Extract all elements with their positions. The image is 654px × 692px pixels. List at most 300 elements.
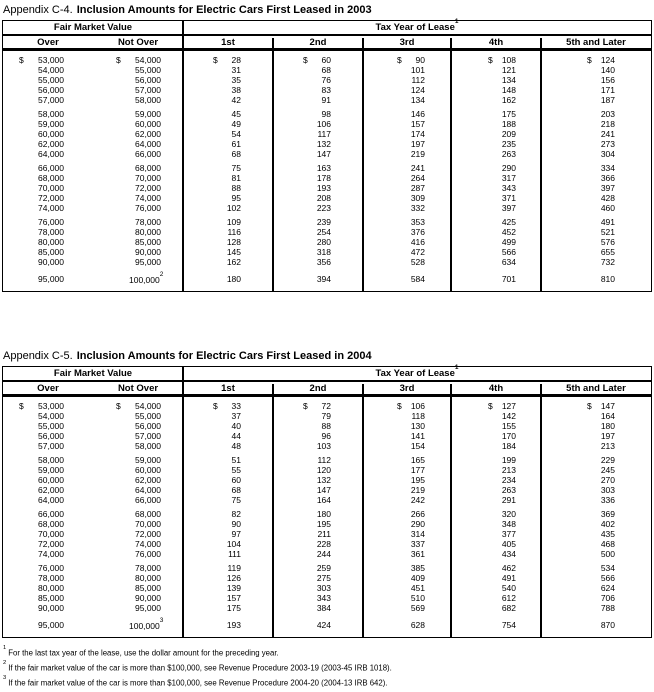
value-cell-value: 106 bbox=[316, 119, 331, 129]
value-cell bbox=[541, 549, 651, 559]
value-cell bbox=[451, 485, 541, 495]
value-cell-value: 75 bbox=[231, 495, 241, 505]
table-row bbox=[3, 109, 651, 119]
value-cell bbox=[541, 593, 651, 603]
dollar-sign bbox=[488, 163, 498, 173]
dollar-sign: $ bbox=[397, 55, 402, 65]
dollar-sign: $ bbox=[19, 401, 24, 411]
dollar-sign: $ bbox=[587, 401, 592, 411]
document-page bbox=[0, 4, 654, 690]
vertical-separator bbox=[362, 384, 364, 637]
dollar-sign bbox=[19, 583, 32, 593]
over-cell-value: 60,000 bbox=[38, 129, 64, 139]
not-over-cell-value: 55,000 bbox=[135, 411, 161, 421]
dollar-sign bbox=[116, 193, 129, 203]
value-cell-value: 788 bbox=[600, 603, 615, 613]
value-cell bbox=[451, 509, 541, 519]
value-cell bbox=[183, 485, 273, 495]
dollar-sign bbox=[213, 129, 223, 139]
value-cell bbox=[183, 563, 273, 573]
row-group bbox=[3, 617, 651, 631]
column-header-4th: 4th bbox=[488, 382, 504, 394]
value-cell-value: 377 bbox=[501, 529, 516, 539]
value-cell bbox=[273, 495, 363, 505]
value-cell-value: 104 bbox=[226, 539, 241, 549]
value-cell-value: 394 bbox=[316, 274, 331, 284]
dollar-sign bbox=[488, 193, 498, 203]
dollar-sign bbox=[397, 431, 407, 441]
value-cell bbox=[451, 217, 541, 227]
not-over-cell-value: 70,000 bbox=[135, 519, 161, 529]
not-over-cell bbox=[93, 85, 183, 95]
value-cell-value: 40 bbox=[231, 421, 241, 431]
dollar-sign bbox=[303, 227, 313, 237]
value-cell bbox=[451, 549, 541, 559]
footnote-superscript: 1 bbox=[3, 645, 7, 651]
value-cell bbox=[183, 139, 273, 149]
value-cell bbox=[451, 85, 541, 95]
not-over-cell bbox=[93, 193, 183, 203]
dollar-sign bbox=[303, 274, 313, 284]
value-cell-value: 242 bbox=[410, 495, 425, 505]
dollar-sign bbox=[303, 519, 313, 529]
dollar-sign bbox=[213, 465, 223, 475]
not-over-cell bbox=[93, 119, 183, 129]
dollar-sign bbox=[303, 620, 313, 630]
value-cell-value: 287 bbox=[410, 183, 425, 193]
value-cell bbox=[451, 119, 541, 129]
value-cell-value: 130 bbox=[410, 421, 425, 431]
value-cell-value: 241 bbox=[600, 129, 615, 139]
row-group bbox=[3, 563, 651, 613]
value-cell bbox=[541, 247, 651, 257]
value-cell bbox=[273, 257, 363, 267]
dollar-sign bbox=[488, 620, 498, 630]
inclusion-table-2003 bbox=[2, 20, 652, 292]
not-over-cell-value: 76,000 bbox=[135, 549, 161, 559]
dollar-sign bbox=[19, 431, 32, 441]
over-cell bbox=[3, 257, 93, 267]
value-cell bbox=[183, 55, 273, 65]
value-cell bbox=[273, 583, 363, 593]
dollar-sign bbox=[303, 149, 313, 159]
dollar-sign bbox=[488, 583, 498, 593]
value-cell bbox=[451, 129, 541, 139]
dollar-sign bbox=[303, 85, 313, 95]
dollar-sign bbox=[587, 620, 597, 630]
vertical-separator bbox=[272, 38, 274, 291]
dollar-sign bbox=[116, 593, 129, 603]
value-cell-value: 402 bbox=[600, 519, 615, 529]
not-over-cell-value: 55,000 bbox=[135, 65, 161, 75]
value-cell-value: 177 bbox=[410, 465, 425, 475]
dollar-sign bbox=[397, 411, 407, 421]
vertical-separator bbox=[450, 38, 452, 291]
over-cell-value: 90,000 bbox=[38, 603, 64, 613]
dollar-sign bbox=[488, 257, 498, 267]
value-cell-value: 134 bbox=[501, 75, 516, 85]
dollar-sign bbox=[397, 529, 407, 539]
dollar-sign bbox=[397, 274, 407, 284]
table-row bbox=[3, 475, 651, 485]
value-cell bbox=[183, 495, 273, 505]
dollar-sign bbox=[213, 573, 223, 583]
dollar-sign bbox=[587, 274, 597, 284]
dollar-sign bbox=[116, 109, 129, 119]
value-cell-value: 219 bbox=[410, 485, 425, 495]
value-cell bbox=[273, 603, 363, 613]
dollar-sign bbox=[19, 217, 32, 227]
value-cell bbox=[363, 163, 451, 173]
table-row bbox=[3, 549, 651, 559]
value-cell-value: 120 bbox=[316, 465, 331, 475]
table-row bbox=[3, 431, 651, 441]
value-cell bbox=[541, 227, 651, 237]
value-cell bbox=[451, 227, 541, 237]
dollar-sign bbox=[587, 65, 597, 75]
value-cell bbox=[541, 475, 651, 485]
table-row bbox=[3, 617, 651, 631]
dollar-sign bbox=[587, 519, 597, 529]
over-cell bbox=[3, 620, 93, 630]
value-cell-value: 157 bbox=[226, 593, 241, 603]
value-cell bbox=[363, 109, 451, 119]
over-cell-value: 66,000 bbox=[38, 509, 64, 519]
value-cell-value: 175 bbox=[226, 603, 241, 613]
dollar-sign bbox=[397, 421, 407, 431]
over-cell-value: 64,000 bbox=[38, 149, 64, 159]
dollar-sign bbox=[303, 237, 313, 247]
value-cell bbox=[363, 495, 451, 505]
vertical-separator bbox=[540, 38, 542, 291]
value-cell-value: 534 bbox=[600, 563, 615, 573]
dollar-sign bbox=[587, 495, 597, 505]
table-row bbox=[3, 55, 651, 65]
value-cell bbox=[363, 237, 451, 247]
table-row bbox=[3, 95, 651, 105]
dollar-sign bbox=[587, 421, 597, 431]
value-cell-value: 142 bbox=[501, 411, 516, 421]
value-cell bbox=[541, 85, 651, 95]
value-cell-value: 38 bbox=[231, 85, 241, 95]
dollar-sign bbox=[488, 203, 498, 213]
value-cell bbox=[183, 519, 273, 529]
value-cell-value: 732 bbox=[600, 257, 615, 267]
dollar-sign bbox=[587, 95, 597, 105]
dollar-sign bbox=[116, 65, 129, 75]
value-cell-value: 195 bbox=[316, 519, 331, 529]
dollar-sign bbox=[116, 411, 129, 421]
dollar-sign bbox=[488, 475, 498, 485]
dollar-sign bbox=[587, 109, 597, 119]
dollar-sign bbox=[303, 529, 313, 539]
value-cell-value: 584 bbox=[410, 274, 425, 284]
value-cell-value: 51 bbox=[231, 455, 241, 465]
value-cell-value: 126 bbox=[226, 573, 241, 583]
dollar-sign bbox=[213, 455, 223, 465]
value-cell bbox=[541, 75, 651, 85]
value-cell-value: 147 bbox=[316, 485, 331, 495]
over-cell bbox=[3, 411, 93, 421]
value-cell-value: 82 bbox=[231, 509, 241, 519]
value-cell-value: 45 bbox=[231, 109, 241, 119]
dollar-sign bbox=[116, 129, 129, 139]
value-cell-value: 187 bbox=[600, 95, 615, 105]
dollar-sign bbox=[213, 227, 223, 237]
value-cell bbox=[183, 421, 273, 431]
dollar-sign bbox=[19, 139, 32, 149]
value-cell bbox=[183, 75, 273, 85]
dollar-sign bbox=[19, 173, 32, 183]
table-row bbox=[3, 129, 651, 139]
dollar-sign bbox=[213, 529, 223, 539]
value-cell-value: 245 bbox=[600, 465, 615, 475]
value-cell bbox=[363, 55, 451, 65]
value-cell bbox=[451, 193, 541, 203]
not-over-cell bbox=[93, 441, 183, 451]
value-cell bbox=[451, 620, 541, 630]
value-cell bbox=[451, 95, 541, 105]
value-cell bbox=[273, 573, 363, 583]
value-cell-value: 612 bbox=[501, 593, 516, 603]
value-cell bbox=[183, 237, 273, 247]
value-cell bbox=[273, 620, 363, 630]
value-cell-value: 156 bbox=[600, 75, 615, 85]
over-cell-value: 72,000 bbox=[38, 539, 64, 549]
value-cell bbox=[541, 455, 651, 465]
value-cell-value: 263 bbox=[501, 485, 516, 495]
value-cell-value: 112 bbox=[411, 75, 425, 85]
dollar-sign bbox=[587, 465, 597, 475]
value-cell bbox=[273, 401, 363, 411]
dollar-sign bbox=[213, 149, 223, 159]
not-over-cell bbox=[93, 603, 183, 613]
value-cell-value: 229 bbox=[600, 455, 615, 465]
not-over-cell-value: 57,000 bbox=[135, 85, 161, 95]
value-cell-value: 566 bbox=[600, 573, 615, 583]
value-cell-value: 235 bbox=[501, 139, 516, 149]
dollar-sign bbox=[19, 455, 32, 465]
value-cell bbox=[541, 441, 651, 451]
over-cell bbox=[3, 529, 93, 539]
value-cell bbox=[183, 411, 273, 421]
value-cell-value: 434 bbox=[501, 549, 516, 559]
dollar-sign bbox=[116, 421, 129, 431]
dollar-sign bbox=[213, 139, 223, 149]
table-row bbox=[3, 509, 651, 519]
dollar-sign bbox=[488, 539, 498, 549]
dollar-sign bbox=[116, 237, 129, 247]
value-cell bbox=[273, 129, 363, 139]
dollar-sign bbox=[587, 203, 597, 213]
dollar-sign bbox=[488, 603, 498, 613]
value-cell-value: 174 bbox=[410, 129, 425, 139]
dollar-sign bbox=[587, 529, 597, 539]
value-cell bbox=[363, 455, 451, 465]
not-over-cell-value: 85,000 bbox=[135, 583, 161, 593]
over-cell-value: 59,000 bbox=[38, 119, 64, 129]
not-over-cell bbox=[93, 465, 183, 475]
value-cell-value: 343 bbox=[501, 183, 516, 193]
value-cell-value: 244 bbox=[316, 549, 331, 559]
value-cell bbox=[273, 183, 363, 193]
value-cell-value: 275 bbox=[316, 573, 331, 583]
dollar-sign bbox=[587, 603, 597, 613]
value-cell-value: 90 bbox=[415, 55, 425, 65]
dollar-sign bbox=[587, 573, 597, 583]
value-cell bbox=[541, 485, 651, 495]
column-header-4th: 4th bbox=[488, 36, 504, 48]
footnote-text: If the fair market value of the car is more than $100,000, see Revenue Procedure 2004-20 (2004-13 IRB 642). bbox=[8, 678, 388, 688]
value-cell-value: 320 bbox=[501, 509, 516, 519]
value-cell-value: 810 bbox=[600, 274, 615, 284]
value-cell bbox=[363, 227, 451, 237]
table-row bbox=[3, 217, 651, 227]
value-cell bbox=[541, 257, 651, 267]
not-over-cell bbox=[93, 75, 183, 85]
not-over-cell-value: 90,000 bbox=[135, 593, 161, 603]
value-cell bbox=[183, 217, 273, 227]
dollar-sign: $ bbox=[19, 55, 24, 65]
value-cell bbox=[183, 441, 273, 451]
value-cell bbox=[273, 421, 363, 431]
dollar-sign bbox=[213, 603, 223, 613]
value-cell bbox=[363, 119, 451, 129]
value-cell-value: 197 bbox=[600, 431, 615, 441]
value-cell-value: 197 bbox=[410, 139, 425, 149]
dollar-sign bbox=[19, 237, 32, 247]
value-cell bbox=[273, 227, 363, 237]
value-cell bbox=[363, 529, 451, 539]
dollar-sign bbox=[397, 563, 407, 573]
value-cell bbox=[363, 217, 451, 227]
dollar-sign bbox=[303, 509, 313, 519]
value-cell-value: 128 bbox=[226, 237, 241, 247]
dollar-sign bbox=[488, 563, 498, 573]
dollar-sign bbox=[587, 549, 597, 559]
value-cell-value: 280 bbox=[316, 237, 331, 247]
value-cell-value: 147 bbox=[316, 149, 331, 159]
not-over-cell bbox=[93, 65, 183, 75]
dollar-sign bbox=[397, 203, 407, 213]
value-cell bbox=[183, 203, 273, 213]
over-cell-value: 54,000 bbox=[38, 65, 64, 75]
tax-year-header-cell bbox=[183, 364, 651, 380]
dollar-sign bbox=[397, 573, 407, 583]
over-cell-value: 76,000 bbox=[38, 217, 64, 227]
value-cell-value: 60 bbox=[231, 475, 241, 485]
value-cell-value: 219 bbox=[410, 149, 425, 159]
value-cell bbox=[363, 465, 451, 475]
value-cell bbox=[451, 411, 541, 421]
dollar-sign bbox=[19, 495, 32, 505]
not-over-cell bbox=[93, 237, 183, 247]
value-cell bbox=[183, 163, 273, 173]
dollar-sign bbox=[397, 217, 407, 227]
table-row bbox=[3, 583, 651, 593]
value-cell bbox=[541, 119, 651, 129]
not-over-cell-value: 54,000 bbox=[135, 55, 161, 65]
not-over-cell-value: 95,000 bbox=[135, 257, 161, 267]
over-cell bbox=[3, 129, 93, 139]
not-over-cell bbox=[93, 227, 183, 237]
dollar-sign bbox=[303, 139, 313, 149]
value-cell bbox=[451, 257, 541, 267]
not-over-cell bbox=[93, 455, 183, 465]
not-over-cell-value: 95,000 bbox=[135, 603, 161, 613]
value-cell-value: 264 bbox=[410, 173, 425, 183]
appendix-c5-section bbox=[2, 350, 652, 638]
dollar-sign bbox=[397, 183, 407, 193]
dollar-sign bbox=[397, 549, 407, 559]
over-cell-value: 57,000 bbox=[38, 95, 64, 105]
dollar-sign: $ bbox=[587, 55, 592, 65]
dollar-sign bbox=[116, 619, 129, 631]
dollar-sign bbox=[116, 549, 129, 559]
value-cell-value: 499 bbox=[501, 237, 516, 247]
dollar-sign bbox=[303, 573, 313, 583]
value-cell bbox=[183, 129, 273, 139]
dollar-sign bbox=[116, 95, 129, 105]
over-cell bbox=[3, 173, 93, 183]
value-cell-value: 428 bbox=[600, 193, 615, 203]
dollar-sign bbox=[397, 495, 407, 505]
dollar-sign bbox=[213, 441, 223, 451]
dollar-sign bbox=[587, 455, 597, 465]
not-over-cell bbox=[93, 539, 183, 549]
over-cell bbox=[3, 237, 93, 247]
over-cell bbox=[3, 573, 93, 583]
dollar-sign bbox=[488, 65, 498, 75]
dollar-sign bbox=[19, 529, 32, 539]
dollar-sign bbox=[488, 509, 498, 519]
not-over-cell-value: 90,000 bbox=[135, 247, 161, 257]
tax-year-superscript: 1 bbox=[454, 364, 459, 372]
value-cell-value: 211 bbox=[317, 529, 331, 539]
dollar-sign bbox=[303, 247, 313, 257]
dollar-sign bbox=[213, 95, 223, 105]
dollar-sign bbox=[488, 85, 498, 95]
value-cell-value: 49 bbox=[231, 119, 241, 129]
value-cell bbox=[541, 421, 651, 431]
not-over-cell bbox=[93, 619, 183, 631]
value-cell bbox=[541, 401, 651, 411]
dollar-sign bbox=[397, 603, 407, 613]
value-cell bbox=[273, 485, 363, 495]
over-cell-value: 80,000 bbox=[38, 237, 64, 247]
value-cell bbox=[183, 149, 273, 159]
dollar-sign bbox=[116, 217, 129, 227]
dollar-sign bbox=[303, 65, 313, 75]
table-row bbox=[3, 247, 651, 257]
value-cell-value: 754 bbox=[501, 620, 516, 630]
dollar-sign bbox=[213, 485, 223, 495]
column-header-3rd: 3rd bbox=[399, 382, 415, 394]
value-cell-value: 223 bbox=[316, 203, 331, 213]
table-header-row-1 bbox=[3, 364, 651, 382]
dollar-sign bbox=[587, 257, 597, 267]
value-cell bbox=[541, 539, 651, 549]
not-over-cell bbox=[93, 529, 183, 539]
dollar-sign: $ bbox=[397, 401, 402, 411]
value-cell bbox=[183, 549, 273, 559]
dollar-sign bbox=[116, 485, 129, 495]
dollar-sign bbox=[488, 139, 498, 149]
value-cell bbox=[273, 549, 363, 559]
dollar-sign bbox=[397, 485, 407, 495]
not-over-cell bbox=[93, 519, 183, 529]
table-row bbox=[3, 421, 651, 431]
